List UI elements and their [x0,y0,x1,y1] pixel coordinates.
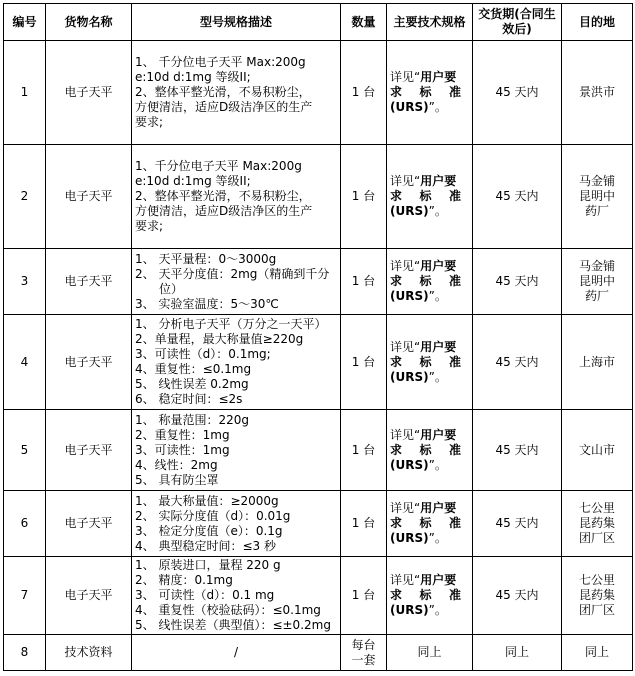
cell-quantity: 1 台 [341,41,387,145]
cell-tech-spec [387,491,473,557]
cell-quantity: 1 台 [341,410,387,491]
tech-bold-text: 求 标 准 [390,354,461,369]
cell-delivery: 45 天内 [473,491,562,557]
tech-bold-text: 求 标 准 [390,85,461,99]
cell-destination: 同上 [562,635,633,671]
tech-suffix: ”。 [428,204,447,218]
cell-number: 1 [4,41,46,145]
cell-number: 6 [4,491,46,557]
dest-line: 景洪市 [578,85,615,99]
tech-bold-text: 用户要 [420,427,457,442]
cell-quantity: 1 台 [341,491,387,557]
cell-description [132,41,341,145]
header-delivery-period: 交货期(合同生效后) [473,4,562,41]
desc-line: 1、 最大称量值：≥2000g [135,493,279,508]
tech-prefix: 详见“ [390,501,421,515]
tech-suffix: ”。 [428,603,447,617]
desc-line: e:10d d:1mg 等级II; [135,70,251,84]
tech-prefix: 详见“ [390,174,421,188]
tech-bold-text: 用户要 [420,339,457,354]
desc-line: 要求; [135,219,164,233]
desc-line: 要求; [135,115,164,129]
dest-line: 文山市 [578,442,615,457]
cell-quantity [341,635,387,671]
dest-line: 药厂 [584,204,609,218]
cell-description [132,315,341,410]
cell-delivery: 45 天内 [473,410,562,491]
dest-line: 昆明中 [578,274,615,288]
cell-delivery: 45 天内 [473,315,562,410]
dest-line: 团厂区 [578,531,615,545]
procurement-spec-table [3,3,633,671]
cell-delivery: 45 天内 [473,557,562,635]
cell-delivery: 45 天内 [473,41,562,145]
tech-bold-text: (URS) [390,531,429,545]
tech-bold-text: (URS) [390,603,429,617]
desc-line: 3、 实验室温度：5～30℃ [135,296,279,311]
cell-destination [562,557,633,635]
tech-suffix: ”。 [428,457,447,472]
cell-delivery: 45 天内 [473,249,562,315]
table-row [4,491,633,557]
header-model-spec: 型号规格描述 [132,4,341,41]
qty-line: 每台 [351,637,376,652]
desc-line: 2、整体平整光滑，不易积粉尘， [135,189,311,203]
desc-line: 1、 分析电子天平（万分之一天平） [135,317,327,331]
header-goods-name: 货物名称 [46,4,132,41]
cell-tech-spec [387,410,473,491]
cell-quantity: 1 台 [341,145,387,249]
cell-description [132,557,341,635]
tech-bold-text: 求 标 准 [390,516,461,530]
tech-bold-text: 用户要 [420,501,457,515]
cell-number: 5 [4,410,46,491]
cell-destination [562,410,633,491]
cell-tech-spec [387,315,473,410]
cell-delivery: 同上 [473,635,562,671]
desc-line: 2、重复性：1mg [135,427,230,442]
tech-bold-text: 求 标 准 [390,442,461,457]
desc-line: 5、 线性误差 0.2mg [135,377,249,391]
tech-bold-text: (URS) [390,100,429,114]
desc-line: 1、 称量范围：220g [135,412,249,427]
tech-bold-text: (URS) [390,204,429,218]
header-quantity: 数量 [341,4,387,41]
desc-line: 方便清洁，适应D级洁净区的生产 [135,100,313,114]
dest-line: 药厂 [584,289,609,303]
cell-destination [562,41,633,145]
tech-prefix: 详见“ [390,259,421,273]
desc-line: 3、 可读性（d）：0.1 mg [135,588,275,602]
header-number: 编号 [4,4,46,41]
cell-tech-spec [387,145,473,249]
desc-line: 位） [159,281,184,296]
cell-quantity: 1 台 [341,249,387,315]
desc-line: 1、 原装进口，量程 220 g [135,558,281,572]
cell-description [132,145,341,249]
desc-line: 2、 天平分度值：2mg（精确到千分 [135,266,330,281]
cell-tech-spec [387,557,473,635]
header-main-tech-spec: 主要技术规格 [387,4,473,41]
tech-prefix: 详见“ [390,427,421,442]
cell-description [132,410,341,491]
tech-bold-text: 求 标 准 [390,189,461,203]
cell-destination [562,315,633,410]
tech-bold-text: 求 标 准 [390,588,461,602]
desc-line: 2、整体平整光滑，不易积粉尘， [135,85,311,99]
tech-suffix: ”。 [428,100,447,114]
tech-bold-text: (URS) [390,289,429,303]
tech-bold-text: 用户要 [420,70,457,84]
tech-bold-text: 用户要 [420,573,457,587]
tech-suffix: ”。 [428,289,447,303]
desc-line: 4、 典型稳定时间：≤3 秒 [135,538,276,553]
table-row [4,410,633,491]
tech-bold-text: 用户要 [420,174,457,188]
table-row [4,249,633,315]
header-destination: 目的地 [562,4,633,41]
desc-line: 3、可读性：1mg [135,442,230,457]
desc-line: 4、重复性：≤0.1mg [135,362,252,376]
desc-line: 4、 重复性（校验砝码）：≤0.1mg [135,603,321,617]
cell-description [132,491,341,557]
tech-suffix: ”。 [428,531,447,545]
cell-goods-name: 电子天平 [46,315,132,410]
dest-line: 马金铺 [578,259,615,273]
table-row [4,41,633,145]
table-header-row [4,4,633,41]
cell-destination [562,145,633,249]
desc-line: 5、 具有防尘罩 [135,472,219,487]
desc-line: 3、可读性（d）：0.1mg; [135,347,271,361]
desc-line: 方便清洁，适应D级洁净区的生产 [135,204,313,218]
dest-line: 七公里 [578,501,615,515]
cell-quantity: 1 台 [341,557,387,635]
desc-line: 2、 精度：0.1mg [135,573,233,587]
tech-bold-text: (URS) [390,457,429,472]
dest-line: 昆明中 [578,189,615,203]
desc-line: 1、 千分位电子天平 Max:200g [135,55,306,69]
cell-description [132,249,341,315]
table-row [4,145,633,249]
table-row [4,557,633,635]
cell-goods-name: 技术资料 [46,635,132,671]
cell-goods-name: 电子天平 [46,491,132,557]
cell-number: 2 [4,145,46,249]
dest-line: 马金铺 [578,174,615,188]
desc-line: 3、 检定分度值（e）：0.1g [135,523,283,538]
dest-line: 团厂区 [578,603,615,617]
qty-line: 一套 [351,652,376,667]
cell-number: 8 [4,635,46,671]
cell-tech-spec: 同上 [387,635,473,671]
desc-line: 2、单量程，最大称量值≥220g [135,332,304,346]
desc-line: 1、千分位电子天平 Max:200g [135,159,302,173]
cell-goods-name: 电子天平 [46,145,132,249]
desc-line: 4、线性：2mg [135,457,218,472]
table-row [4,315,633,410]
desc-line: 5、 线性误差（典型值）：≤±0.2mg [135,618,331,632]
cell-goods-name: 电子天平 [46,557,132,635]
tech-prefix: 详见“ [390,573,421,587]
cell-destination [562,491,633,557]
cell-quantity: 1 台 [341,315,387,410]
cell-goods-name: 电子天平 [46,41,132,145]
tech-bold-text: (URS) [390,369,429,384]
tech-suffix: ”。 [428,369,447,384]
cell-number: 4 [4,315,46,410]
dest-line: 昆药集 [578,588,615,602]
cell-number: 3 [4,249,46,315]
table-row [4,635,633,671]
cell-tech-spec [387,41,473,145]
cell-delivery: 45 天内 [473,145,562,249]
dest-line: 昆药集 [578,516,615,530]
desc-line: 1、 天平量程：0～3000g [135,251,277,266]
cell-goods-name: 电子天平 [46,410,132,491]
tech-prefix: 详见“ [390,70,421,84]
dest-line: 上海市 [578,354,615,369]
cell-number: 7 [4,557,46,635]
tech-bold-text: 求 标 准 [390,274,461,288]
cell-tech-spec [387,249,473,315]
cell-description: / [132,635,341,671]
dest-line: 七公里 [578,573,615,587]
cell-destination [562,249,633,315]
tech-prefix: 详见“ [390,339,421,354]
desc-line: 2、 实际分度值（d）：0.01g [135,508,291,523]
tech-bold-text: 用户要 [420,259,457,273]
desc-line: e:10d d:1mg 等级II; [135,174,251,188]
cell-goods-name: 电子天平 [46,249,132,315]
desc-line: 6、 稳定时间：≤2s [135,392,243,406]
